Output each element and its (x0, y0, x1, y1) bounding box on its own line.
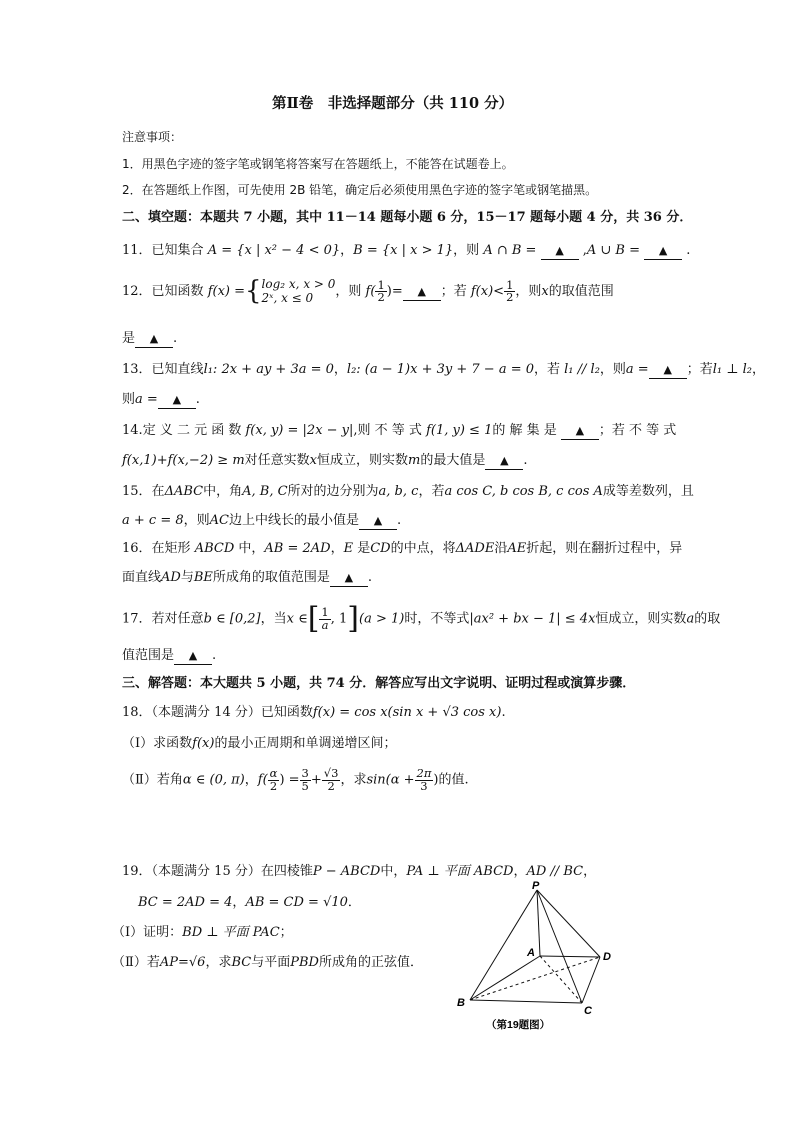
math-l2: l₂: (a − 1)x + 3y + 7 − a = 0 (346, 362, 534, 377)
question-number: 18． (122, 705, 152, 720)
bracket-left: [ (307, 601, 320, 636)
question-number: 15． (122, 484, 152, 499)
question-number: 16． (122, 541, 152, 556)
vertex-label-p: P (532, 880, 540, 892)
math: E (343, 541, 354, 556)
math-intersection: A ∩ B = (483, 243, 537, 258)
blank-mark: ▲ (373, 514, 383, 527)
denominator: 2 (377, 290, 385, 305)
vertex-label-d: D (603, 951, 611, 963)
answer-blank[interactable] (359, 513, 397, 530)
math: a = (625, 362, 649, 377)
numerator: 2π (416, 766, 432, 780)
math: )= (386, 284, 403, 300)
text: 与 (180, 570, 194, 585)
math: AP=√6 (159, 955, 206, 970)
text: 边上中线长的最小值是 (228, 513, 359, 528)
text: 已知直线 (151, 362, 204, 377)
math: a + c = 8 (122, 513, 184, 528)
text: ，若 (418, 484, 445, 499)
text: ；若 (440, 284, 471, 300)
math: a, b, c (378, 484, 419, 499)
numerator: √3 (323, 766, 339, 780)
vertex-label-c: C (584, 1005, 592, 1017)
case-1: log₂ x, x > 0 (261, 276, 336, 291)
question-16 (122, 541, 682, 557)
pyramid-figure (452, 880, 622, 1035)
fraction-2pi-over-3 (415, 768, 434, 792)
answer-blank[interactable] (135, 331, 173, 348)
piecewise (262, 278, 336, 306)
math-x: x (541, 284, 549, 300)
part-label: （Ⅱ） (112, 955, 147, 970)
answer-blank[interactable] (485, 453, 523, 470)
text: （本题满分 15 分）在四棱锥 (151, 864, 313, 879)
math: α ∈ (0, π) (182, 772, 245, 788)
part-label: （Ⅰ） (112, 925, 144, 940)
text: 折起，则在翻折过程中，异 (526, 541, 683, 556)
math: l₁ ⊥ l₂ (712, 362, 752, 377)
text: . (501, 705, 506, 720)
math: a (686, 611, 695, 627)
math: m (408, 453, 421, 468)
text: 若对任意 (151, 611, 204, 627)
text: 已知集合 (151, 243, 208, 258)
answer-blank[interactable] (158, 392, 196, 409)
text: ，则 (183, 513, 210, 528)
text: ； (279, 925, 293, 940)
text: ， (333, 362, 347, 377)
question-number: 17． (122, 611, 152, 627)
vertex-label-b: B (457, 997, 465, 1009)
question-18-part-2 (122, 768, 469, 792)
text: 成等差数列，且 (602, 484, 694, 499)
math: , 1 (330, 611, 348, 627)
text: 值范围是 (122, 648, 175, 663)
text: 时，不等式 (404, 611, 470, 627)
question-18 (122, 705, 506, 721)
math: A, B, C (242, 484, 288, 499)
bracket-right: ] (347, 601, 360, 636)
fraction-half (504, 277, 515, 305)
text: 恒成立，则实数 (317, 453, 409, 468)
math: b ∈ [0,2] (203, 611, 261, 627)
math: BD ⊥ 平面 PAC (182, 925, 280, 940)
math-fx: f(x) = (207, 284, 245, 300)
math: BE (193, 570, 213, 585)
text: 与平面 (251, 955, 291, 970)
answer-blank[interactable] (403, 284, 441, 301)
math: AD (161, 570, 181, 585)
question-13-line-2: 则a = ▲ . (122, 392, 200, 407)
math: AC (209, 513, 229, 528)
section-title: 第Ⅱ卷 非选择题部分（共 110 分） (272, 95, 514, 112)
numerator: α (269, 766, 278, 780)
text: 面直线 (122, 570, 162, 585)
fraction-3-over-5 (300, 768, 311, 792)
edge-ac (540, 956, 582, 1003)
math: CD (370, 541, 391, 556)
math: f(x) (192, 736, 215, 751)
text: ，求 (205, 955, 232, 970)
math: x ∈ (286, 611, 308, 627)
text: 恒成立，则实数 (595, 611, 687, 627)
part2-heading: 二、填空题：本题共 7 小题，其中 11－14 题每小题 6 分，15－17 题每小题 4 分，共 36 分． (122, 210, 693, 225)
denominator: a (321, 617, 329, 632)
question-19-part-2 (112, 955, 423, 971)
math: AE (507, 541, 527, 556)
math: AB = 2AD (264, 541, 331, 556)
notice-item-1: 1．用黑色字迹的签字笔或钢笔将答案写在答题纸上，不能答在试题卷上。 (122, 157, 514, 171)
text: 是 (122, 331, 136, 346)
answer-blank[interactable] (541, 243, 579, 260)
vertex-label-a: A (527, 947, 535, 959)
text: ，若 (534, 362, 565, 377)
text: 的最大值是 (420, 453, 486, 468)
question-13 (122, 362, 765, 379)
blank-mark: ▲ (149, 332, 159, 345)
math: f(x,1)+f(x,−2) ≥ m (122, 453, 245, 468)
math: ) (433, 772, 439, 788)
math: sin(α + (366, 772, 415, 788)
text: 定 义 二 元 函 数 (142, 423, 246, 438)
math: f(x) = cos x(sin x + √3 cos x) (312, 705, 502, 720)
question-19-line-2 (138, 895, 361, 911)
question-12-line-2: 是 ▲ . (122, 331, 178, 346)
blank-mark: ▲ (658, 244, 668, 257)
denominator: 2 (506, 290, 514, 305)
blank-mark: ▲ (663, 363, 672, 376)
text: 的值. (438, 772, 469, 788)
fraction-1-over-a (319, 607, 330, 631)
edge-ad (540, 956, 600, 957)
question-number: 13． (122, 362, 152, 377)
answer-blank[interactable] (330, 570, 368, 587)
text: 在 (151, 484, 165, 499)
math: f( (365, 284, 376, 300)
text: 的取值范围 (548, 284, 614, 300)
text: 所成角的取值范围是 (212, 570, 330, 585)
math: |ax² + bx − 1| ≤ 4x (469, 611, 596, 627)
blank-mark: ▲ (417, 285, 426, 299)
text: . (682, 243, 691, 258)
answer-blank[interactable] (174, 648, 212, 665)
text: ， (244, 772, 258, 788)
math: ΔABC (164, 484, 204, 499)
text: 是 (353, 541, 371, 556)
denominator: 2 (327, 778, 335, 793)
question-12 (122, 276, 614, 307)
math: PBD (290, 955, 319, 970)
text: 若角 (156, 772, 183, 788)
part-label: （Ⅱ） (122, 772, 157, 788)
fraction-root3-over-2 (322, 768, 341, 792)
math: + (310, 772, 322, 788)
text: 中， (234, 541, 265, 556)
question-14 (122, 423, 676, 440)
text: 若 (146, 955, 160, 970)
math: ΔADE (455, 541, 495, 556)
edge-bd (470, 957, 600, 1000)
edge-ab (470, 956, 540, 1000)
text: ，则 (515, 284, 542, 300)
math: f( (257, 772, 268, 788)
math-union: A ∪ B = (586, 243, 640, 258)
text: 中，角 (203, 484, 243, 499)
question-16-line-2: 面直线AD与BE所成角的取值范围是 ▲ . (122, 570, 373, 585)
question-17 (122, 601, 720, 637)
text: ， (513, 864, 527, 879)
text: 证明： (143, 925, 183, 940)
math: l₁ // l₂ (564, 362, 600, 377)
text: ， (232, 895, 246, 910)
question-number: 19． (122, 864, 152, 879)
text: ，求 (340, 772, 367, 788)
math: BC = 2AD = 4 (138, 895, 233, 910)
math: PA ⊥ 平面 ABCD (406, 864, 514, 879)
text: 中， (380, 864, 407, 879)
question-number: 14. (122, 423, 143, 438)
text: 在矩形 (151, 541, 195, 556)
edge-bc (470, 1000, 582, 1003)
text: ， (340, 243, 354, 258)
edge-pa (537, 890, 540, 956)
numerator: 1 (321, 605, 329, 619)
math-l1: l₁: 2x + ay + 3a = 0 (203, 362, 334, 377)
blank-mark: ▲ (555, 244, 564, 257)
edge-pb (470, 890, 537, 1000)
math: x (309, 453, 318, 468)
case-2: 2ˣ, x ≤ 0 (261, 290, 314, 305)
answer-blank[interactable] (644, 243, 682, 260)
text: ,则 不 等 式 (353, 423, 427, 438)
text: 沿 (494, 541, 508, 556)
question-19 (122, 864, 596, 880)
numerator: 3 (301, 766, 309, 780)
edge-pd (537, 890, 600, 957)
math: f(1, y) ≤ 1 (426, 423, 493, 438)
question-15-line-2: a + c = 8，则AC边上中线长的最小值是 ▲ . (122, 513, 402, 528)
question-19-part-1 (112, 925, 293, 941)
text: ；若 (686, 362, 713, 377)
question-number: 12． (122, 284, 152, 300)
denominator: 5 (301, 778, 309, 793)
fraction-half (375, 277, 386, 305)
text: ． (347, 895, 361, 910)
math: a cos C, b cos B, c cos A (444, 484, 603, 499)
figure-caption: （第19题图） (486, 1019, 551, 1031)
math: BC (231, 955, 252, 970)
text: 的中点，将 (390, 541, 456, 556)
question-11 (122, 243, 690, 260)
answer-blank[interactable] (649, 362, 687, 379)
math: f(x, y) = |2x − y| (245, 423, 354, 438)
numerator: 1 (506, 277, 514, 292)
text: ，当 (260, 611, 287, 627)
blank-mark: ▲ (575, 424, 585, 437)
math: AB = CD = √10 (245, 895, 348, 910)
text: 已知函数 (151, 284, 208, 300)
text: ， (330, 541, 344, 556)
math: (a > 1) (359, 611, 405, 627)
denominator: 2 (269, 778, 278, 793)
text: 的 解 集 是 (492, 423, 561, 438)
math: f(x)< (470, 284, 505, 300)
edge-cd (582, 957, 600, 1003)
blank-mark: ▲ (500, 454, 509, 467)
math: ABCD (194, 541, 235, 556)
math-set-b: B = {x | x > 1} (353, 243, 454, 258)
text: 则 (122, 392, 136, 407)
question-14-line-2: f(x,1)+f(x,−2) ≥ m对任意实数x恒成立，则实数m的最大值是 ▲ . (122, 453, 528, 468)
blank-mark: ▲ (344, 571, 354, 584)
blank-mark: ▲ (188, 649, 198, 662)
fraction-alpha-over-2 (268, 768, 280, 792)
text: ，则 (599, 362, 626, 377)
question-15 (122, 484, 694, 500)
text: 的取 (694, 611, 721, 627)
text: ，则 (335, 284, 366, 300)
text: ；若 不 等 式 (598, 423, 677, 438)
part-label: （Ⅰ） (122, 736, 154, 751)
edge-pc (537, 890, 582, 1003)
notice-item-2: 2．在答题纸上作图，可先使用 2B 铅笔，确定后必须使用黑色字迹的签字笔或钢笔描黑。 (122, 183, 598, 197)
text: 所对的边分别为 (287, 484, 379, 499)
text: 求函数 (153, 736, 193, 751)
notice-heading: 注意事项： (122, 130, 183, 144)
math: a = (135, 392, 158, 407)
text: , (578, 243, 587, 258)
text: 的最小正周期和单调递增区间； (214, 736, 397, 751)
question-number: 11． (122, 243, 152, 258)
math-set-a: A = {x | x² − 4 < 0} (207, 243, 341, 258)
text: 对任意实数 (244, 453, 310, 468)
text: 所成角的正弦值． (318, 955, 423, 970)
part3-heading: 三、解答题：本大题共 5 小题，共 74 分．解答应写出文字说明、证明过程或演算步骤． (122, 676, 636, 691)
math: AD // BC (526, 864, 584, 879)
brace: { (245, 276, 262, 306)
answer-blank[interactable] (561, 423, 599, 440)
math: ) = (279, 772, 300, 788)
question-17-line-2: 值范围是 ▲ . (122, 648, 217, 663)
text: ， (751, 362, 765, 377)
denominator: 3 (420, 778, 428, 793)
blank-mark: ▲ (172, 393, 182, 406)
text: ， (583, 864, 597, 879)
math: P − ABCD (312, 864, 381, 879)
question-18-part-1 (122, 736, 396, 752)
numerator: 1 (377, 277, 385, 292)
text: ，则 (453, 243, 484, 258)
text: （本题满分 14 分）已知函数 (151, 705, 313, 720)
